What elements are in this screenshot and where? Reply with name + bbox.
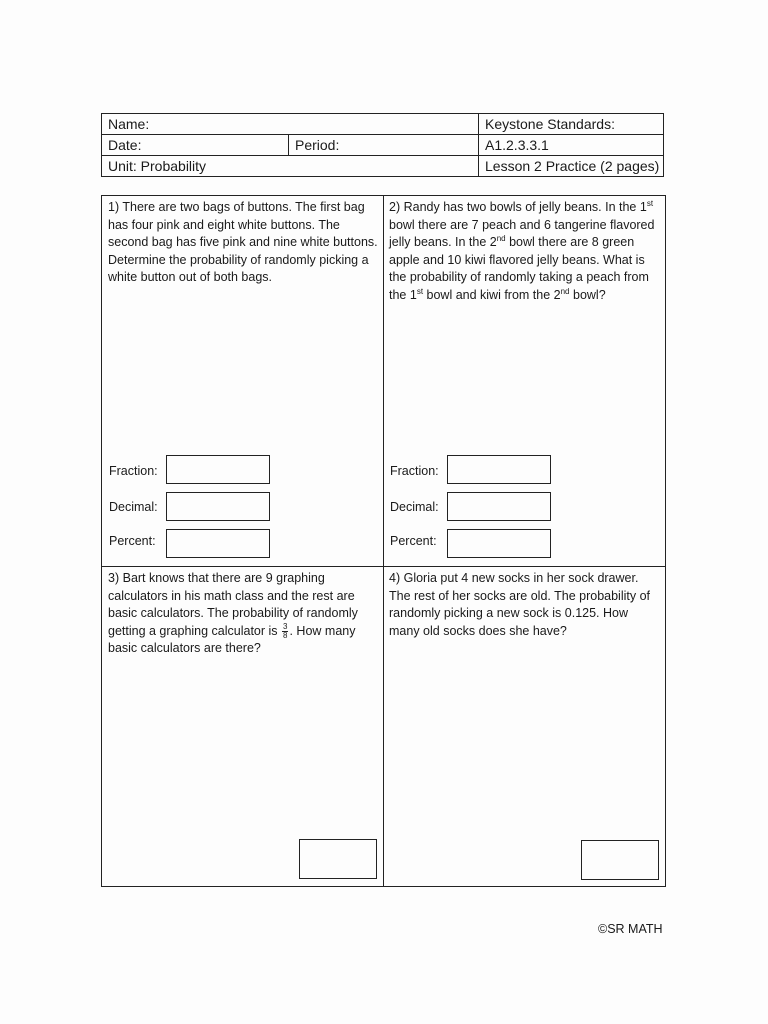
period-label: Period: <box>295 137 340 153</box>
grid-divider-horizontal <box>102 566 665 567</box>
fraction-answer-box-2[interactable] <box>447 455 551 484</box>
date-label: Date: <box>108 137 142 153</box>
fraction-answer-box-1[interactable] <box>166 455 270 484</box>
percent-answer-box-2[interactable] <box>447 529 551 558</box>
fraction-label-1: Fraction: <box>109 464 158 478</box>
date-field[interactable] <box>102 135 289 156</box>
standard-code: A1.2.3.3.1 <box>485 137 549 153</box>
unit-cell <box>102 156 479 177</box>
decimal-label-1: Decimal: <box>109 500 158 514</box>
percent-label-2: Percent: <box>390 534 437 548</box>
percent-answer-box-1[interactable] <box>166 529 270 558</box>
fraction-three-eighths: $\frac{3}{8}$ <box>283 621 288 640</box>
decimal-answer-box-2[interactable] <box>447 492 551 521</box>
name-field[interactable] <box>102 114 479 135</box>
decimal-label-2: Decimal: <box>390 500 439 514</box>
header-table <box>101 113 664 177</box>
name-label: Name: <box>108 116 150 132</box>
problem-2-text: 2) Randy has two bowls of jelly beans. In the 1st bowl there are 7 peach and 6 tangerine flavored jelly beans. In the 2nd bowl there are 8 green apple and 10 kiwi flavored jelly beans. What is the probability of randomly taking a peach from the 1st bowl and kiwi from the 2nd bowl? <box>389 198 655 302</box>
lesson-cell <box>479 156 664 177</box>
grid-divider-vertical <box>383 196 384 886</box>
fraction-label-2: Fraction: <box>390 464 439 478</box>
decimal-answer-box-1[interactable] <box>166 492 270 521</box>
percent-label-1: Percent: <box>109 534 156 548</box>
standards-cell <box>479 114 664 135</box>
standard-code-cell <box>479 135 664 156</box>
period-field[interactable] <box>289 135 479 156</box>
lesson-label: Lesson 2 Practice (2 pages) <box>485 158 660 174</box>
copyright-footer: ©SR MATH <box>598 922 663 936</box>
problem-1-text: 1) There are two bags of buttons. The first bag has four pink and eight white buttons. The second bag has five pink and nine white buttons. Determine the probability of randomly picking a white button out of both bags. <box>108 200 378 285</box>
answer-box-3[interactable] <box>299 839 377 879</box>
standards-label: Keystone Standards: <box>485 116 615 132</box>
answer-box-4[interactable] <box>581 840 659 880</box>
problems-grid <box>101 195 666 887</box>
problem-4-text: 4) Gloria put 4 new socks in her sock drawer. The rest of her socks are old. The probability of randomly picking a new sock is 0.125. How many old socks does she have? <box>389 571 651 638</box>
problem-3-text: 3) Bart knows that there are 9 graphing calculators in his math class and the rest are basic calculators. The probability of randomly getting a graphing calculator is $\frac{3}{8}$ . How many basic calculators are there? <box>108 571 358 656</box>
unit-label: Unit: Probability <box>108 158 207 174</box>
